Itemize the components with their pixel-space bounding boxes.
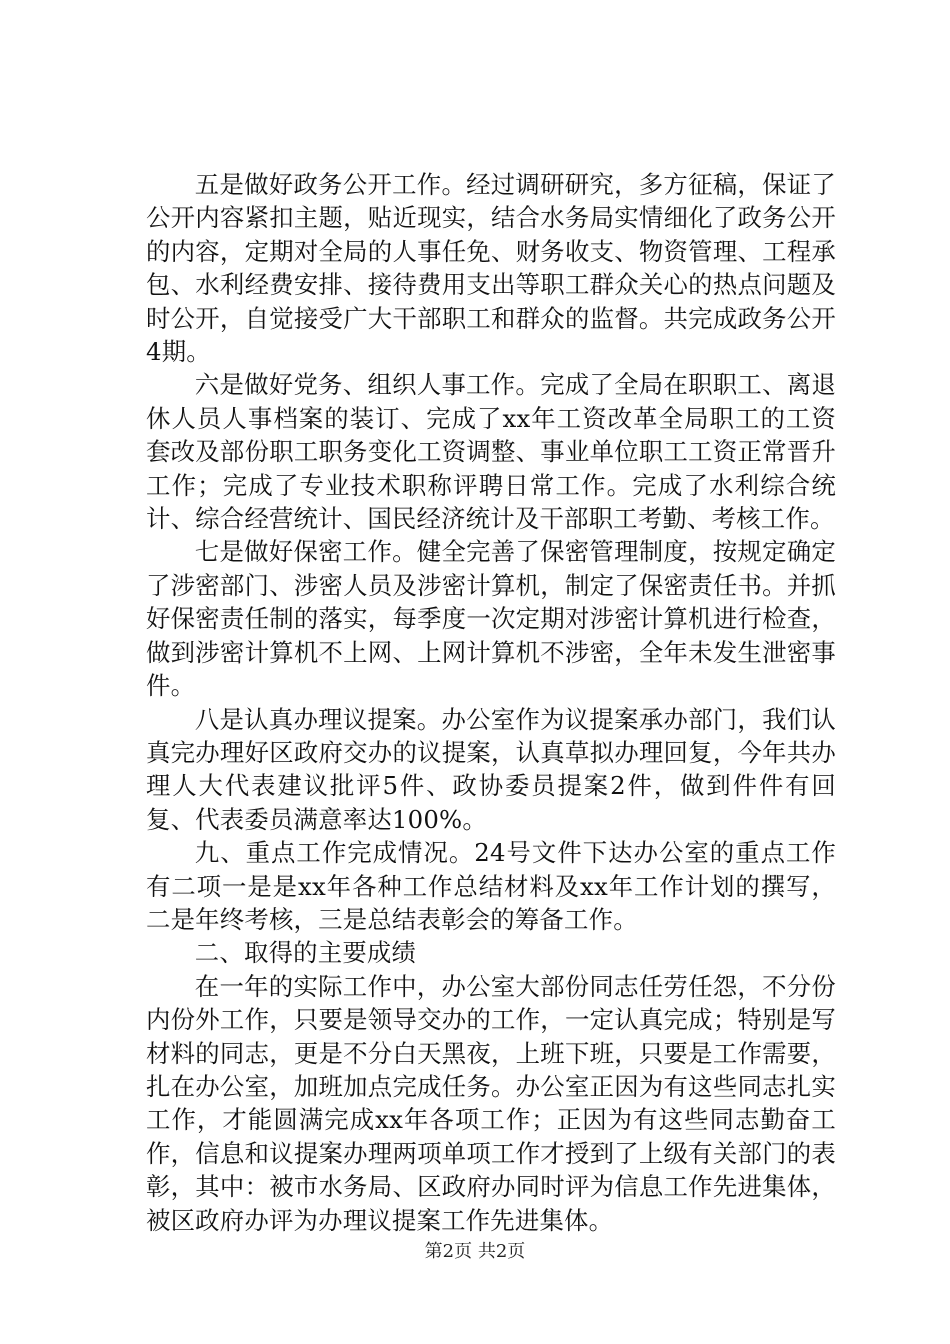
paragraph-party-personnel: 六是做好党务、组织人事工作。完成了全局在职职工、离退休人员人事档案的装订、完成了xx年工资改革全局职工的工资套改及部份职工职务变化工资调整、事业单位职工工资正常晋升工作；完成了专业技术职称评聘日常工作。完成了水利综合统计、综合经营统计、国民经济统计及干部职工考勤、考核工作。 [146, 370, 836, 534]
paragraph-proposals: 八是认真办理议提案。办公室作为议提案承办部门，我们认真完办理好区政府交办的议提案，认真草拟办理回复，今年共办理人大代表建议批评5件、政协委员提案2件，做到件件有回复、代表委员满意率达100%。 [146, 704, 836, 834]
page-number-footer: 第2页 共2页 [424, 1241, 526, 1262]
document-body [146, 168, 836, 1237]
paragraph-key-work: 九、重点工作完成情况。24号文件下达办公室的重点工作有二项一是是xx年各种工作总结材料及xx年工作计划的撰写，二是年终考核，三是总结表彰会的筹备工作。 [146, 838, 836, 934]
paragraph-achievements: 在一年的实际工作中，办公室大部份同志任劳任怨，不分份内份外工作，只要是领导交办的工作，一定认真完成；特别是写材料的同志，更是不分白天黑夜，上班下班，只要是工作需要，扎在办公室，加班加点完成任务。办公室正因为有这些同志扎实工作，才能圆满完成xx年各项工作；正因为有这些同志勤奋工作，信息和议提案办理两项单项工作才授到了上级有关部门的表彰，其中：被市水务局、区政府办同时评为信息工作先进集体，被区政府办评为办理议提案工作先进集体。 [146, 971, 836, 1235]
paragraph-confidentiality: 七是做好保密工作。健全完善了保密管理制度，按规定确定了涉密部门、涉密人员及涉密计算机，制定了保密责任书。并抓好保密责任制的落实，每季度一次定期对涉密计算机进行检查，做到涉密计算机不上网、上网计算机不涉密，全年未发生泄密事件。 [146, 537, 836, 701]
paragraph-government-affairs: 五是做好政务公开工作。经过调研研究，多方征稿，保证了公开内容紧扣主题，贴近现实，结合水务局实情细化了政务公开的内容，定期对全局的人事任免、财务收支、物资管理、工程承包、水利经费安排、接待费用支出等职工群众关心的热点问题及时公开，自觉接受广大干部职工和群众的监督。共完成政务公开4期。 [146, 170, 836, 367]
section-heading: 二、取得的主要成绩 [194, 938, 417, 968]
